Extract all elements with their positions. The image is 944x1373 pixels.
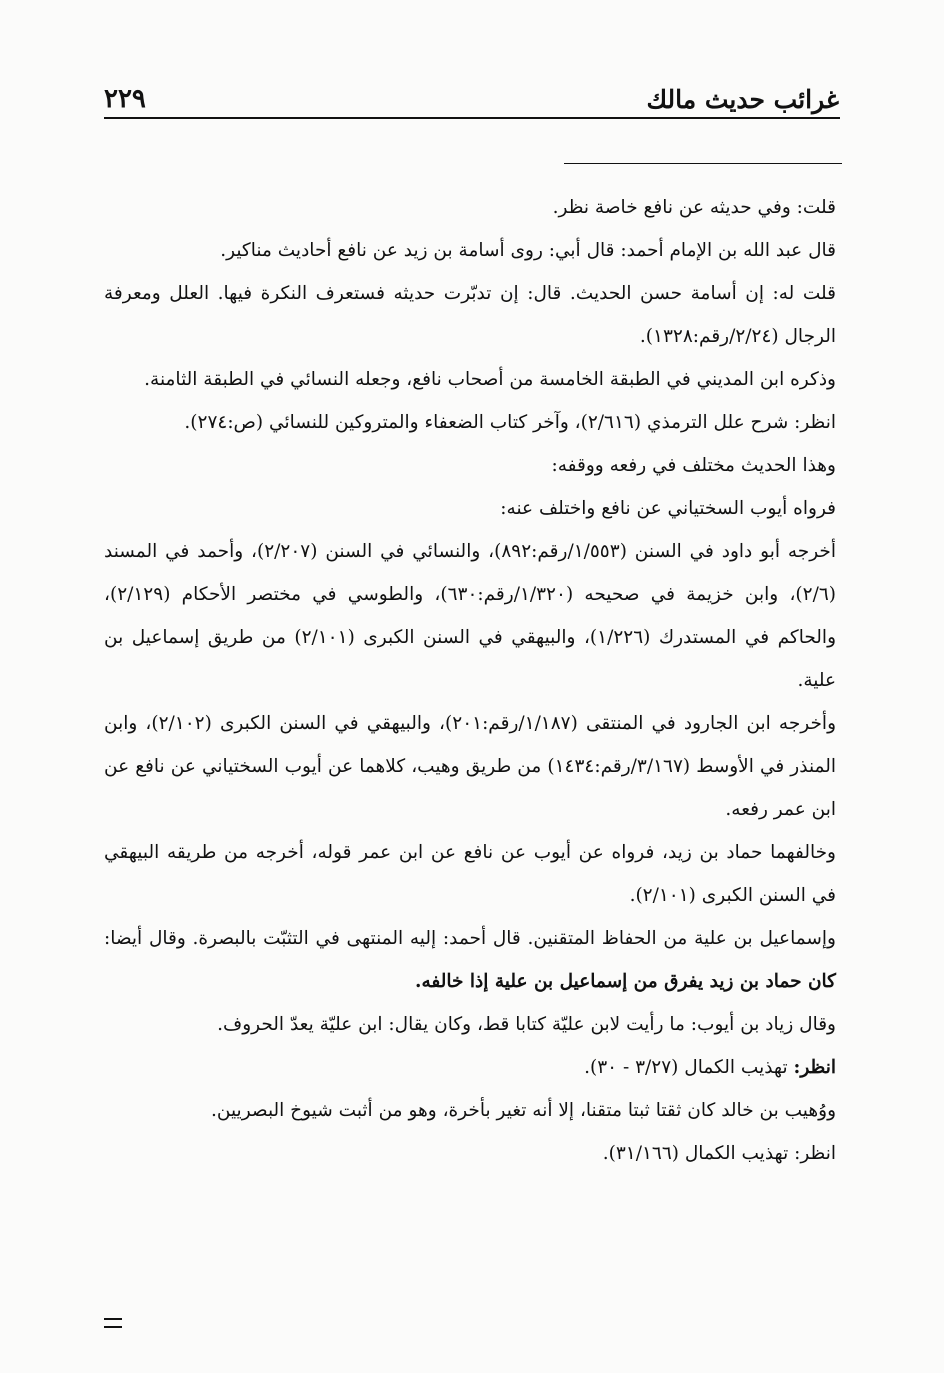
reference-label: انظر:	[793, 1057, 836, 1078]
running-title: غرائب حديث مالك	[646, 85, 839, 114]
bold-quote: كان حماد بن زيد يفرق من إسماعيل بن علية إذا خالفه.	[415, 971, 836, 992]
paragraph: قلت: وفي حديثه عن نافع خاصة نظر.	[552, 197, 836, 218]
page-number: ٢٢٩	[104, 84, 146, 114]
paragraph: وذكره ابن المديني في الطبقة الخامسة من أصحاب نافع، وجعله النسائي في الطبقة الثامنة.	[144, 369, 836, 390]
continuation-mark	[104, 1318, 122, 1328]
paragraph: ووُهيب بن خالد كان ثقتا ثبتا متقنا، إلا أنه تغير بأخرة، وهو من أثبت شيوخ البصريين.	[211, 1100, 836, 1121]
paragraph: فرواه أيوب السختياني عن نافع واختلف عنه:	[500, 498, 836, 519]
paragraph: وخالفهما حماد بن زيد، فرواه عن أيوب عن نافع عن ابن عمر قوله، أخرجه من طريقه البيهقي في السنن الكبرى (٢/١٠١).	[104, 842, 836, 906]
footnote-separator	[564, 163, 842, 164]
paragraph: أخرجه أبو داود في السنن (١/٥٥٣/رقم:٨٩٢)، والنسائي في السنن (٢/٢٠٧)، وأحمد في المسند (٢/٦)، وابن خزيمة في صحيحه (١/٣٢٠/رقم:٦٣٠)، والطوسي في مختصر الأحكام (٢/١٢٩)، والحاكم في المستدرك (١/٢٢٦)، والبيهقي في السنن الكبرى (٢/١٠١) من طريق إسماعيل بن علية.	[104, 541, 836, 691]
reference-paragraph	[104, 1046, 836, 1089]
paragraph: قال عبد الله بن الإمام أحمد: قال أبي: روى أسامة بن زيد عن نافع أحاديث مناكير.	[220, 240, 836, 261]
paragraph: وهذا الحديث مختلف في رفعه ووقفه:	[551, 455, 836, 476]
reference-text: تهذيب الكمال (٣/٢٧ - ٣٠).	[584, 1057, 794, 1078]
paragraph: قلت له: إن أسامة حسن الحديث. قال: إن تدبّرت حديثه فستعرف النكرة فيها. العلل ومعرفة الرجال (٢/٢٤/رقم:١٣٢٨).	[104, 283, 836, 347]
footnote-body	[104, 186, 836, 1175]
reference-paragraph: انظر: تهذيب الكمال (٣١/١٦٦).	[602, 1143, 836, 1164]
header-rule	[104, 117, 840, 119]
paragraph: انظر: شرح علل الترمذي (٢/٦١٦)، وآخر كتاب الضعفاء والمتروكين للنسائي (ص:٢٧٤).	[184, 412, 836, 433]
page-header	[104, 70, 839, 114]
paragraph: وقال زياد بن أيوب: ما رأيت لابن عليّة كتابا قط، وكان يقال: ابن عليّة يعدّ الحروف.	[217, 1014, 836, 1035]
paragraph-isma	[104, 917, 836, 1003]
paragraph-text: وإسماعيل بن علية من الحفاظ المتقنين. قال أحمد: إليه المنتهى في التثبّت بالبصرة. وقال أيضا:	[104, 928, 836, 949]
paragraph: وأخرجه ابن الجارود في المنتقى (١/١٨٧/رقم:٢٠١)، والبيهقي في السنن الكبرى (٢/١٠٢)، وابن المنذر في الأوسط (٣/١٦٧/رقم:١٤٣٤) من طريق وهيب، كلاهما عن أيوب السختياني عن نافع عن ابن عمر رفعه.	[104, 713, 837, 820]
